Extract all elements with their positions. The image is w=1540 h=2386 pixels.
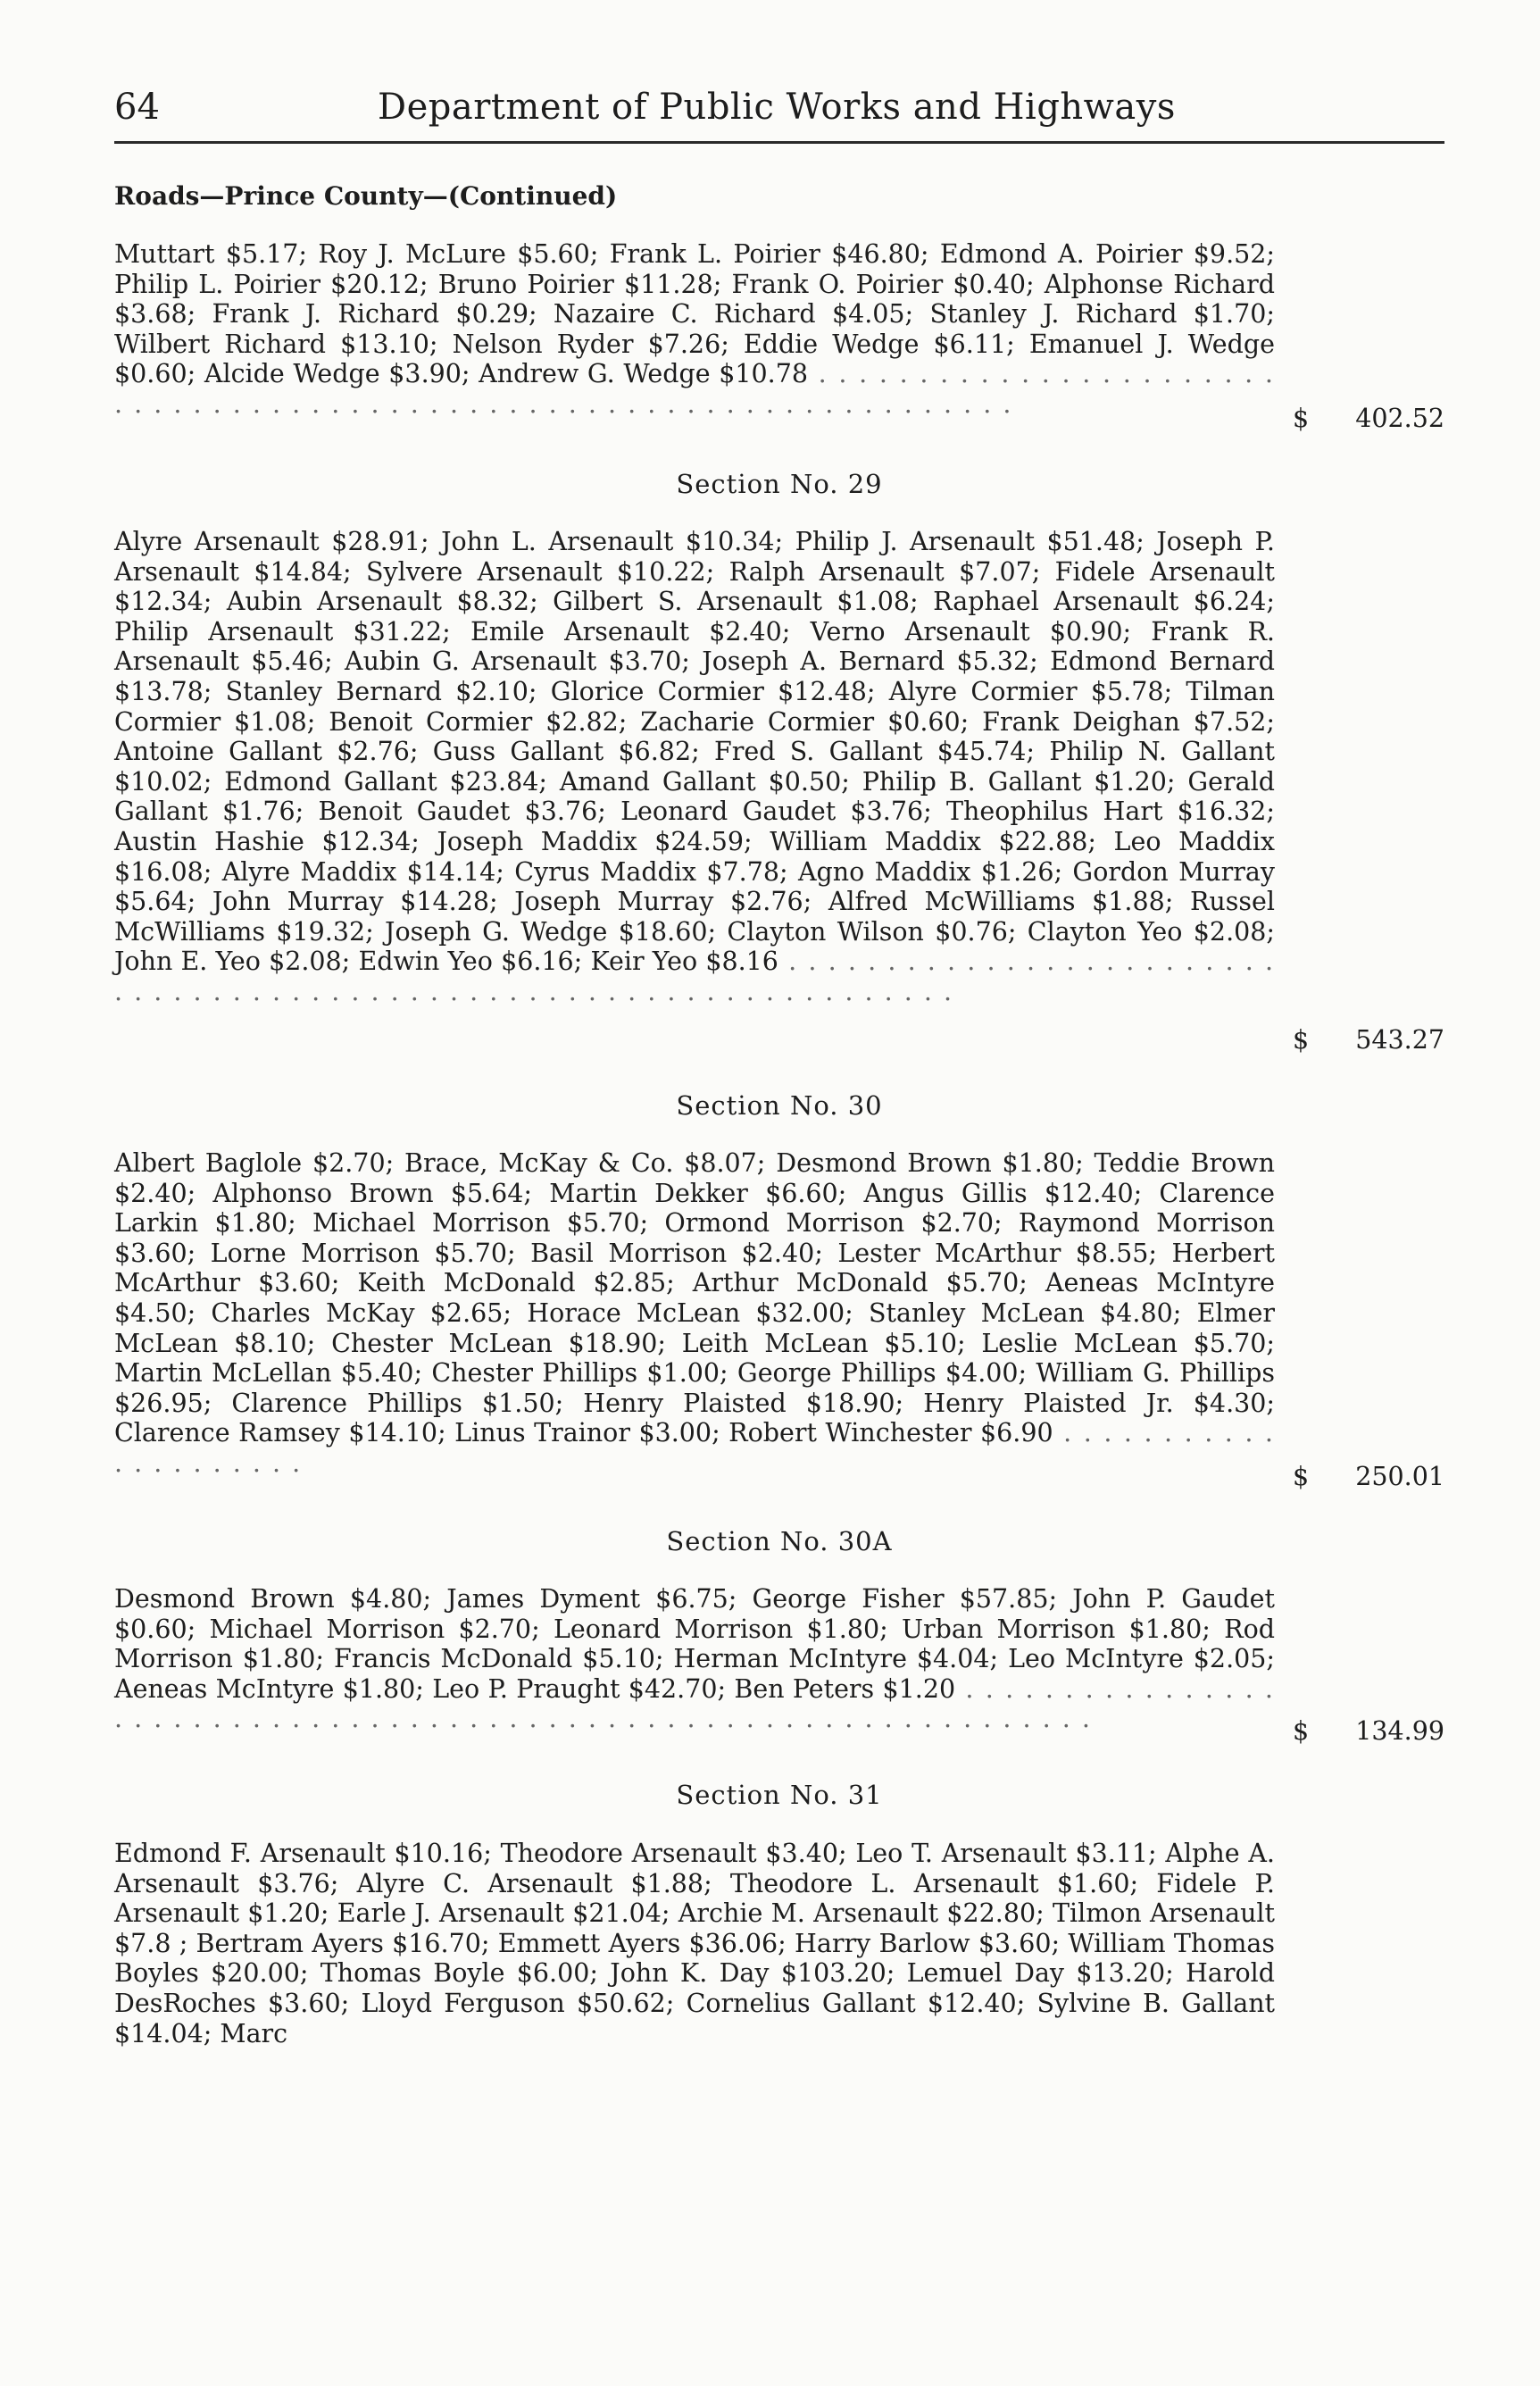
subheading: Roads—Prince County—(Continued) <box>114 181 618 211</box>
currency-symbol: $ <box>1293 1716 1310 1746</box>
total-amount: 402.52 <box>1355 404 1444 433</box>
payment-paragraph: Muttart $5.17; Roy J. McLure $5.60; Frank L. Poirier $46.80; Edmond A. Poirier $9.52; Philip L. Poirier $20.12; Bruno Poirier $11.28; Frank O. Poirier $0.40; Alphonse Richard $3.68; Frank J. Richard $0.29; Nazaire C. Richard $4.05; Stanley J. Richard $1.70; Wilbert Richard $13.10; Nelson Ryder $7.26; Eddie Wedge $6.11; Emanuel J. Wedge $0.60; Alcide Wedge $3.90; Andrew G. Wedge $10.78 . . . . . . . . . . . . . . . . . . . . . . . . . . . . . . . . . . . . . . . . . . . . . . . . . . . . . . . . . . . . . . . . . . . . . <box>114 239 1275 419</box>
leader-dots: . . . . . . . . . . . . . . . . . . . . . . . . . . . . . . . . . . . . . . . . . . . . . . . . . . . . . . . . . . . . . . . . . . . . . <box>114 359 1275 419</box>
payment-paragraph: Edmond F. Arsenault $10.16; Theodore Arsenault $3.40; Leo T. Arsenault $3.11; Alphe A. Arsenault $3.76; Alyre C. Arsenault $1.88; Theodore L. Arsenault $1.60; Fidele P. Arsenault $1.20; Earle J. Arsenault $21.04; Archie M. Arsenault $22.80; Tilmon Arsenault $7.8 ; Bertram Ayers $16.70; Emmett Ayers $36.06; Harry Barlow $3.60; William Thomas Boyles $20.00; Thomas Boyle $6.00; John K. Day $103.20; Lemuel Day $13.20; Harold DesRoches $3.60; Lloyd Ferguson $50.62; Cornelius Gallant $12.40; Sylvine B. Gallant $14.04; Marc <box>114 1839 1275 2048</box>
currency-symbol: $ <box>1293 1025 1310 1055</box>
page-title: Department of Public Works and Highways <box>378 87 1176 128</box>
leader-dots: . . . . . . . . . . . . . . . . . . . . . <box>114 1418 1275 1478</box>
header-rule <box>114 141 1444 144</box>
total-amount: 543.27 <box>1355 1025 1444 1055</box>
total-amount: 250.01 <box>1355 1462 1444 1491</box>
section-title: Section No. 29 <box>676 469 883 499</box>
page-number: 64 <box>114 87 160 128</box>
total-amount: 134.99 <box>1355 1716 1444 1746</box>
section-title: Section No. 30A <box>666 1526 893 1556</box>
payment-paragraph: Desmond Brown $4.80; James Dyment $6.75; George Fisher $57.85; John P. Gaudet $0.60; Michael Morrison $2.70; Leonard Morrison $1.80; Urban Morrison $1.80; Rod Morrison $1.80; Francis McDonald $5.10; Herman McIntyre $4.04; Leo McIntyre $2.05; Aeneas McIntyre $1.80; Leo P. Praught $42.70; Ben Peters $1.20 . . . . . . . . . . . . . . . . . . . . . . . . . . . . . . . . . . . . . . . . . . . . . . . . . . . . . . . . . . . . . . . . . . <box>114 1584 1275 1734</box>
currency-symbol: $ <box>1293 1462 1310 1491</box>
payment-paragraph: Albert Baglole $2.70; Brace, McKay & Co. $8.07; Desmond Brown $1.80; Teddie Brown $2.40; Alphonso Brown $5.64; Martin Dekker $6.60; Angus Gillis $12.40; Clarence Larkin $1.80; Michael Morrison $5.70; Ormond Morrison $2.70; Raymond Morrison $3.60; Lorne Morrison $5.70; Basil Morrison $2.40; Lester McArthur $8.55; Herbert McArthur $3.60; Keith McDonald $2.85; Arthur McDonald $5.70; Aeneas McIntyre $4.50; Charles McKay $2.65; Horace McLean $32.00; Stanley McLean $4.80; Elmer McLean $8.10; Chester McLean $18.90; Leith McLean $5.10; Leslie McLean $5.70; Martin McLellan $5.40; Chester Phillips $1.00; George Phillips $4.00; William G. Phillips $26.95; Clarence Phillips $1.50; Henry Plaisted $18.90; Henry Plaisted Jr. $4.30; Clarence Ramsey $14.10; Linus Trainor $3.00; Robert Winchester $6.90 . . . . . . . . . . . . . . . . . . . . . <box>114 1148 1275 1478</box>
section-title: Section No. 30 <box>676 1090 883 1121</box>
leader-dots: . . . . . . . . . . . . . . . . . . . . . . . . . . . . . . . . . . . . . . . . . . . . . . . . . . . . . . . . . . . . . . . . . . <box>114 1673 1275 1734</box>
currency-symbol: $ <box>1293 404 1310 433</box>
section-title: Section No. 31 <box>676 1780 883 1810</box>
payment-paragraph: Alyre Arsenault $28.91; John L. Arsenault $10.34; Philip J. Arsenault $51.48; Joseph P. Arsenault $14.84; Sylvere Arsenault $10.22; Ralph Arsenault $7.07; Fidele Arsenault $12.34; Aubin Arsenault $8.32; Gilbert S. Arsenault $1.08; Raphael Arsenault $6.24; Philip Arsenault $31.22; Emile Arsenault $2.40; Verno Arsenault $0.90; Frank R. Arsenault $5.46; Aubin G. Arsenault $3.70; Joseph A. Bernard $5.32; Edmond Bernard $13.78; Stanley Bernard $2.10; Glorice Cormier $12.48; Alyre Cormier $5.78; Tilman Cormier $1.08; Benoit Cormier $2.82; Zacharie Cormier $0.60; Frank Deighan $7.52; Antoine Gallant $2.76; Guss Gallant $6.82; Fred S. Gallant $45.74; Philip N. Gallant $10.02; Edmond Gallant $23.84; Amand Gallant $0.50; Philip B. Gallant $1.20; Gerald Gallant $1.76; Benoit Gaudet $3.76; Leonard Gaudet $3.76; Theophilus Hart $16.32; Austin Hashie $12.34; Joseph Maddix $24.59; William Maddix $22.88; Leo Maddix $16.08; Alyre Maddix $14.14; Cyrus Maddix $7.78; Agno Maddix $1.26; Gordon Murray $5.64; John Murray $14.28; Joseph Murray $2.76; Alfred McWilliams $1.88; Russel McWilliams $19.32; Joseph G. Wedge $18.60; Clayton Wilson $0.76; Clayton Yeo $2.08; John E. Yeo $2.08; Edwin Yeo $6.16; Keir Yeo $8.16 . . . . . . . . . . . . . . . . . . . . . . . . . . . . . . . . . . . . . . . . . . . . . . . . . . . . . . . . . . . . . . . . . . . . <box>114 527 1276 1006</box>
leader-dots: . . . . . . . . . . . . . . . . . . . . . . . . . . . . . . . . . . . . . . . . . . . . . . . . . . . . . . . . . . . . . . . . . . . . <box>114 947 1276 1006</box>
page-header <box>114 80 1444 134</box>
